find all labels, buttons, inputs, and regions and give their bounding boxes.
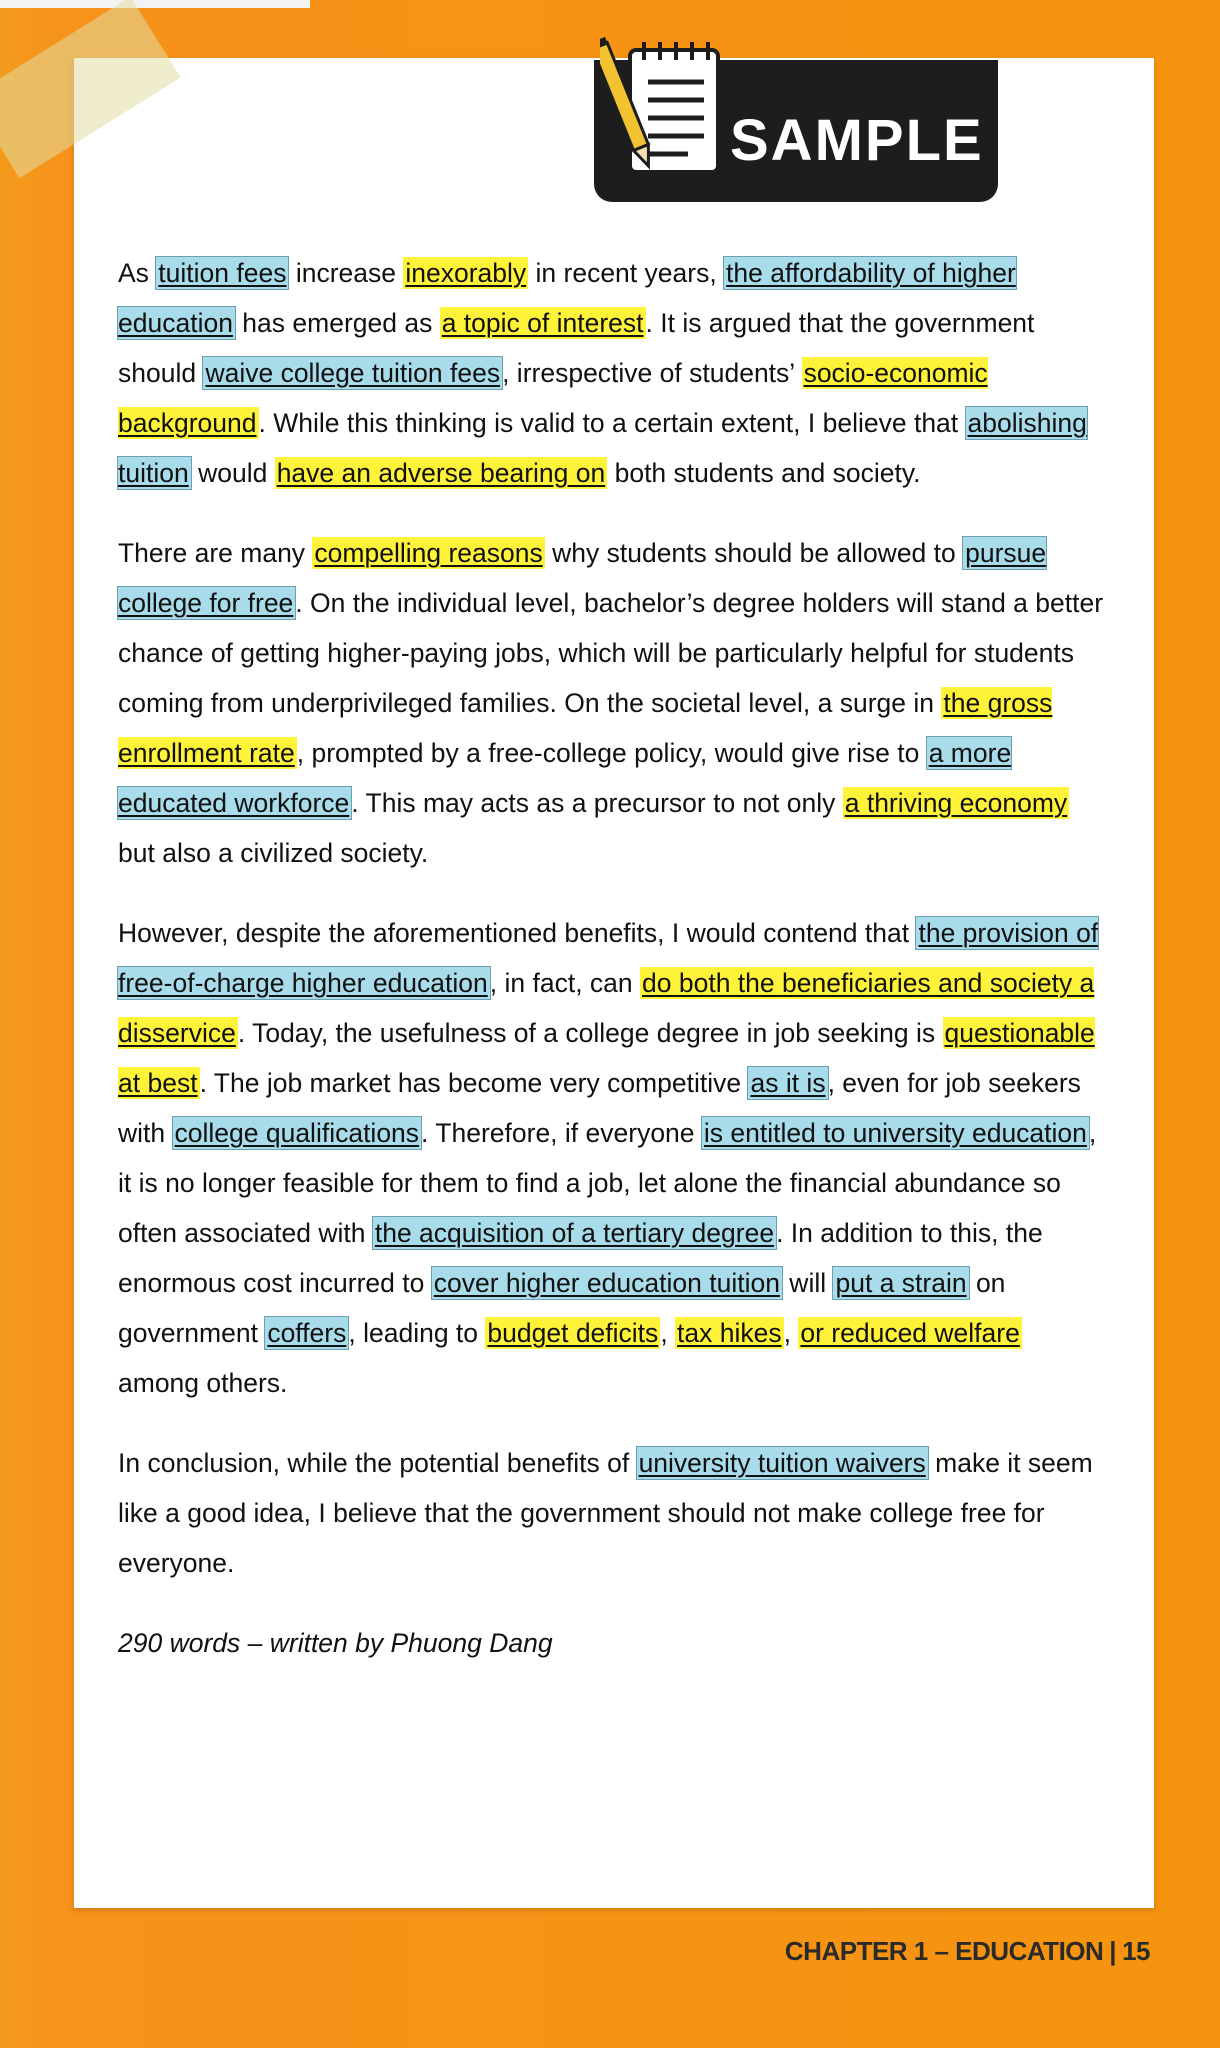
highlight-yellow-phrase: socio-economic background [118, 358, 988, 438]
essay-text: , in fact, can [489, 968, 641, 998]
essay-text: . This may acts as a precursor to not only [351, 788, 843, 818]
highlight-blue-phrase: put a strain [835, 1268, 967, 1298]
essay-text: both students and society. [607, 458, 921, 488]
essay-text: . Today, the usefulness of a college degree in job seeking is [237, 1018, 943, 1048]
highlight-yellow-phrase: compelling reasons [314, 538, 543, 568]
essay-paragraph [118, 908, 1108, 1408]
highlight-blue-phrase: cover higher education tuition [433, 1268, 780, 1298]
essay-text: , irrespective of students’ [502, 358, 802, 388]
highlight-blue-phrase: university tuition waivers [638, 1448, 926, 1478]
highlight-blue-phrase: the affordability of higher education [118, 258, 1016, 338]
essay-text: increase [288, 258, 404, 288]
essay-text: , leading to [348, 1318, 486, 1348]
page-footer [785, 1936, 1150, 1976]
highlight-yellow-phrase: tax hikes [677, 1318, 782, 1348]
torn-paper-edge [0, 1820, 1220, 1930]
highlight-blue-phrase: pursue college for free [118, 538, 1047, 618]
essay-text: . It is argued that the government should [118, 308, 1035, 388]
highlight-blue-phrase: abolishing tuition [118, 408, 1087, 488]
highlight-yellow-phrase: inexorably [405, 258, 527, 288]
highlight-blue-phrase: waive college tuition fees [205, 358, 501, 388]
essay-text: As [118, 258, 157, 288]
essay-text: in recent years, [528, 258, 725, 288]
highlight-yellow-phrase: do both the beneficiaries and society a disservice [118, 968, 1095, 1048]
highlight-blue-phrase: coffers [267, 1318, 347, 1348]
essay-text: There are many [118, 538, 313, 568]
highlight-yellow-phrase: a thriving economy [844, 788, 1068, 818]
highlight-blue-phrase: the provision of free-of-charge higher education [118, 918, 1099, 998]
essay-text: . Therefore, if everyone [421, 1118, 702, 1148]
highlight-blue-phrase: college qualifications [174, 1118, 420, 1148]
page-number: 15 [1122, 1936, 1150, 1966]
essay-text: why students should be allowed to [544, 538, 964, 568]
essay-text: make it seem like a good idea, I believe that the government should not make college free for everyone. [118, 1448, 1093, 1578]
highlight-yellow-phrase: budget deficits [487, 1318, 659, 1348]
essay-text: but also a civilized society. [118, 838, 429, 868]
essay-text: , [783, 1318, 799, 1348]
essay-text: , it is no longer feasible for them to find a job, let alone the financial abundance so often associated with [118, 1118, 1097, 1248]
highlight-yellow-phrase: the gross enrollment rate [118, 688, 1053, 768]
essay-text: , prompted by a free-college policy, would give rise to [296, 738, 927, 768]
essay-text: In conclusion, while the potential benefits of [118, 1448, 637, 1478]
essay-body [118, 248, 1108, 1698]
footer-separator: | [1109, 1936, 1117, 1966]
essay-text: . While this thinking is valid to a certain extent, I believe that [258, 408, 966, 438]
essay-text: However, despite the aforementioned benefits, I would contend that [118, 918, 917, 948]
highlight-blue-phrase: as it is [750, 1068, 826, 1098]
essay-text: , [660, 1318, 676, 1348]
essay-paragraph [118, 528, 1108, 878]
highlight-yellow-phrase: questionable at best [118, 1018, 1095, 1098]
highlight-yellow-phrase: have an adverse bearing on [276, 458, 606, 488]
highlight-blue-phrase: is entitled to university education [703, 1118, 1087, 1148]
top-paper-strip [0, 0, 310, 8]
essay-text: . The job market has become very competitive [199, 1068, 749, 1098]
essay-text: will [781, 1268, 834, 1298]
sample-badge-label: SAMPLE [730, 108, 984, 173]
essay-text: . On the individual level, bachelor’s degree holders will stand a better chance of getting higher-paying jobs, which will be particularly helpful for students coming from underprivileged families. On the societal level, a surge in [118, 588, 1104, 718]
highlight-yellow-phrase: or reduced welfare [800, 1318, 1020, 1348]
essay-paragraph [118, 1438, 1108, 1588]
highlight-blue-phrase: tuition fees [158, 258, 287, 288]
essay-text: , even for job seekers with [118, 1068, 1081, 1148]
notepad-pencil-icon [600, 20, 730, 190]
essay-text: would [190, 458, 275, 488]
highlight-blue-phrase: a more educated workforce [118, 738, 1012, 818]
highlight-blue-phrase: the acquisition of a tertiary degree [374, 1218, 775, 1248]
highlight-yellow-phrase: a topic of interest [441, 308, 644, 338]
essay-paragraph [118, 248, 1108, 498]
essay-text: on government [118, 1268, 1006, 1348]
essay-text: among others. [118, 1368, 288, 1398]
essay-signature: 290 words – written by Phuong Dang [118, 1628, 553, 1658]
essay-text: has emerged as [234, 308, 440, 338]
chapter-label: CHAPTER 1 – EDUCATION [784, 1936, 1104, 1966]
essay-text: . In addition to this, the enormous cost incurred to [118, 1218, 1043, 1298]
